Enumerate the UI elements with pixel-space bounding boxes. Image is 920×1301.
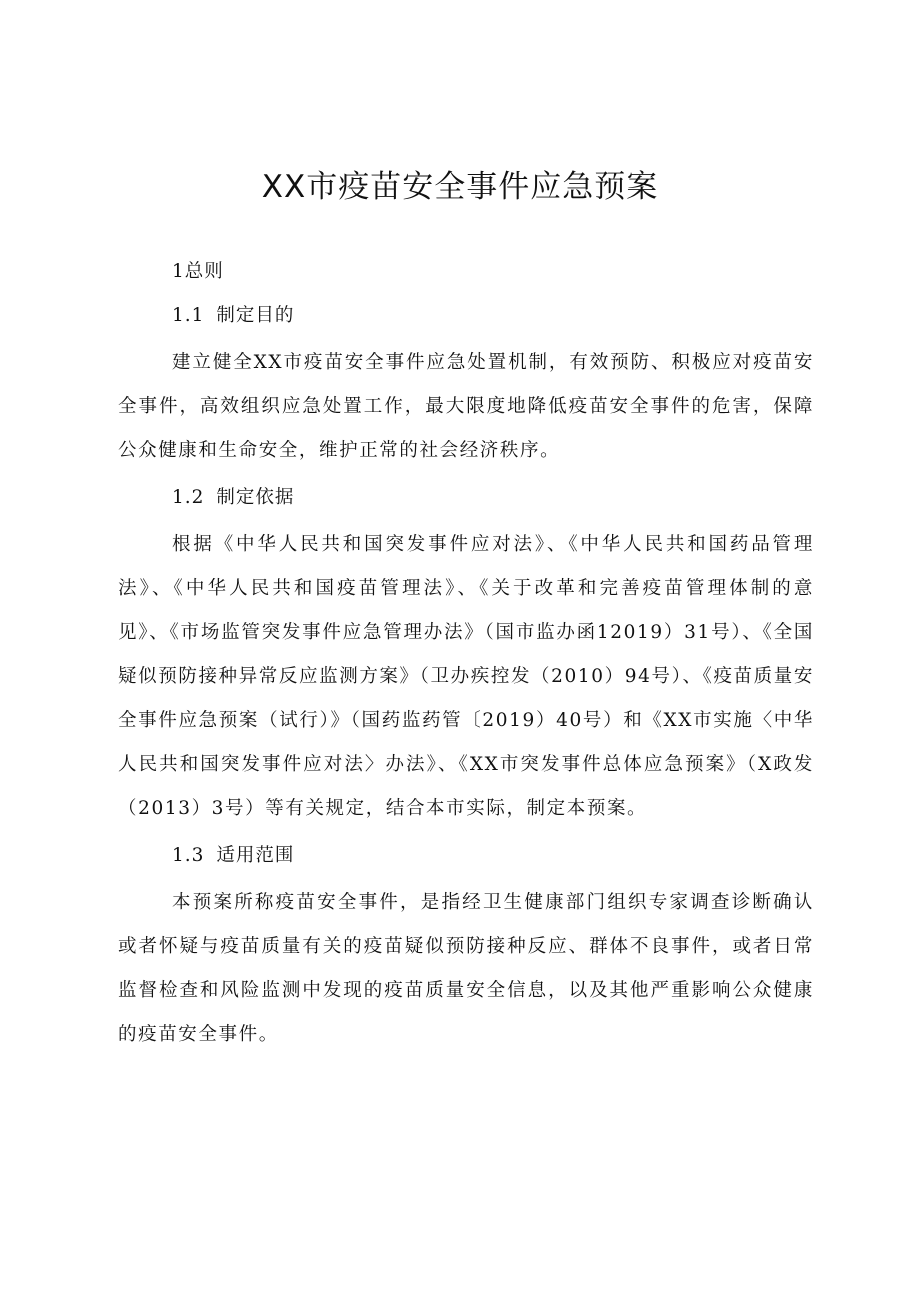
subsection-title: 制定依据	[216, 487, 295, 508]
subsection-heading-basis	[118, 479, 814, 517]
subsection-title: 适用范围	[216, 845, 295, 866]
subsection-title: 制定目的	[216, 305, 295, 326]
subsection-heading-purpose	[118, 297, 814, 335]
paragraph-basis: 根据《中华人民共和国突发事件应对法》、《中华人民共和国药品管理法》、《中华人民共和国疫苗管理法》、《关于改革和完善疫苗管理体制的意见》、《市场监管突发事件应急管理办法》（国市监办函12019）31号）、《全国疑似预防接种异常反应监测方案》（卫办疾控发（2010）94号）、《疫苗质量安全事件应急预案（试行）》（国药监药管〔2019）40号）和《XX市实施〈中华人民共和国突发事件应对法〉办法》、《XX市突发事件总体应急预案》（X政发（2013）3号）等有关规定，结合本市实际，制定本预案。	[118, 534, 814, 819]
document-body	[118, 253, 814, 1063]
subsection-heading-scope	[118, 837, 814, 875]
subsection-number: 1.3	[172, 845, 205, 866]
document-title: XX市疫苗安全事件应急预案	[261, 169, 659, 205]
section-heading-general: 1总则	[172, 261, 224, 282]
paragraph-scope: 本预案所称疫苗安全事件，是指经卫生健康部门组织专家调查诊断确认或者怀疑与疫苗质量有关的疫苗疑似预防接种反应、群体不良事件，或者日常监督检查和风险监测中发现的疫苗质量安全信息，以及其他严重影响公众健康的疫苗安全事件。	[118, 892, 814, 1045]
paragraph-purpose: 建立健全XX市疫苗安全事件应急处置机制，有效预防、积极应对疫苗安全事件，高效组织应急处置工作，最大限度地降低疫苗安全事件的危害，保障公众健康和生命安全，维护正常的社会经济秩序。	[118, 352, 814, 461]
subsection-number: 1.2	[172, 487, 205, 508]
subsection-number: 1.1	[172, 305, 205, 326]
